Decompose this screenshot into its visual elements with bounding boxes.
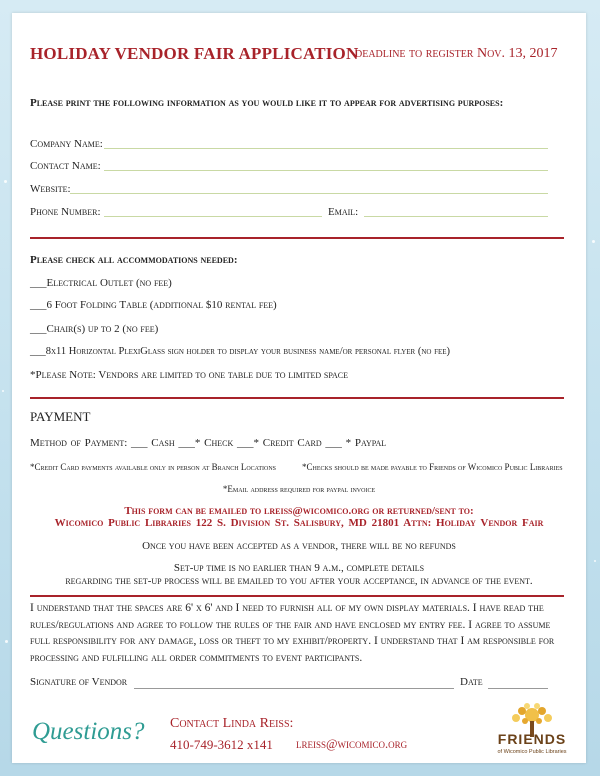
- logo-subtext: of Wicomico Public Libraries: [497, 749, 567, 755]
- setup-details: [12, 575, 586, 587]
- signature-label: Signature of Vendor: [30, 676, 128, 688]
- accommodations-heading: Please check all accommodations needed:: [30, 254, 238, 266]
- company-name-label: Company Name:: [30, 138, 103, 150]
- payment-method-line[interactable]: Method of Payment: ___ Cash ___* Check ___* Credit Card ___ * Paypal: [30, 437, 387, 449]
- contact-phone[interactable]: 410-749-3612 x141: [170, 737, 273, 752]
- application-form: [12, 13, 586, 763]
- credit-card-note: *Credit Card payments available only in person at Branch Locations: [30, 462, 277, 472]
- table-limit-note: *Please Note: Vendors are limited to one table due to limited space: [30, 369, 349, 381]
- website-label: Website:: [30, 183, 71, 195]
- signature-field[interactable]: [134, 688, 454, 689]
- setup-time: [12, 562, 586, 574]
- friends-logo: [490, 701, 574, 757]
- paypal-email-note: [12, 484, 586, 494]
- paypal-email-note-text: *Email address required for paypal invoice: [222, 484, 376, 494]
- agreement-text: I understand that the spaces are 6' x 6' and I need to furnish all of my own display materials. I have read the rules/regulations and agree to follow the rules of the fair and have enclosed my entry fee. I agree to assume full responsibility for any damage, loss or theft to my exhibit/property. I understand that I am responsible for processing and fulfilling all order commitments to event participants.: [30, 602, 555, 664]
- section-divider: [30, 397, 564, 399]
- section-divider: [30, 595, 564, 597]
- email-label: Email:: [328, 206, 359, 218]
- logo-wordmark: FRIENDS: [497, 731, 567, 747]
- accommodation-chairs[interactable]: ___Chair(s) up to 2 (no fee): [30, 323, 159, 335]
- date-field[interactable]: [488, 688, 548, 689]
- submission-line-2: Wicomico Public Libraries 122 S. Division St. Salisbury, MD 21801 Attn: Holiday Vendor Fair: [54, 517, 544, 529]
- date-label: Date: [460, 676, 483, 688]
- setup-details-text: regarding the set-up process will be emailed to you after your acceptance, in advance of the event.: [65, 575, 533, 587]
- refund-policy: [12, 540, 586, 552]
- submission-line-1: This form can be emailed to lreiss@wicomico.org or returned/sent to:: [124, 505, 474, 517]
- contact-name: Contact Linda Reiss:: [170, 716, 294, 731]
- form-title: HOLIDAY VENDOR FAIR APPLICATION: [30, 44, 359, 63]
- info-instructions: Please print the following information as you would like it to appear for advertising purposes:: [30, 97, 504, 109]
- contact-name-field[interactable]: [104, 170, 548, 171]
- setup-time-text: Set-up time is no earlier than 9 a.m., complete details: [173, 562, 425, 574]
- registration-deadline: deadline to register Nov. 13, 2017: [355, 46, 558, 61]
- company-name-field[interactable]: [104, 148, 548, 149]
- phone-number-label: Phone Number:: [30, 206, 101, 218]
- phone-number-field[interactable]: [104, 216, 322, 217]
- accommodation-electrical-outlet[interactable]: ___Electrical Outlet (no fee): [30, 277, 172, 289]
- contact-email[interactable]: lreiss@wicomico.org: [296, 737, 408, 751]
- accommodation-sign-holder[interactable]: ___8x11 Horizontal PlexiGlass sign holder to display your business name/or personal flyer (no fee): [30, 346, 451, 357]
- questions-script: Questions?: [32, 718, 145, 745]
- accommodation-folding-table[interactable]: ___6 Foot Folding Table (additional $10 rental fee): [30, 299, 277, 311]
- mailing-address: [12, 517, 586, 529]
- website-field[interactable]: [70, 193, 548, 194]
- email-field[interactable]: [364, 216, 548, 217]
- refund-policy-text: Once you have been accepted as a vendor, there will be no refunds: [142, 540, 456, 552]
- submission-instructions: [12, 505, 586, 517]
- check-payable-note: *Checks should be made payable to Friends of Wicomico Public Libraries: [302, 462, 563, 472]
- contact-name-label: Contact Name:: [30, 160, 101, 172]
- payment-heading: PAYMENT: [30, 409, 91, 424]
- section-divider: [30, 237, 564, 239]
